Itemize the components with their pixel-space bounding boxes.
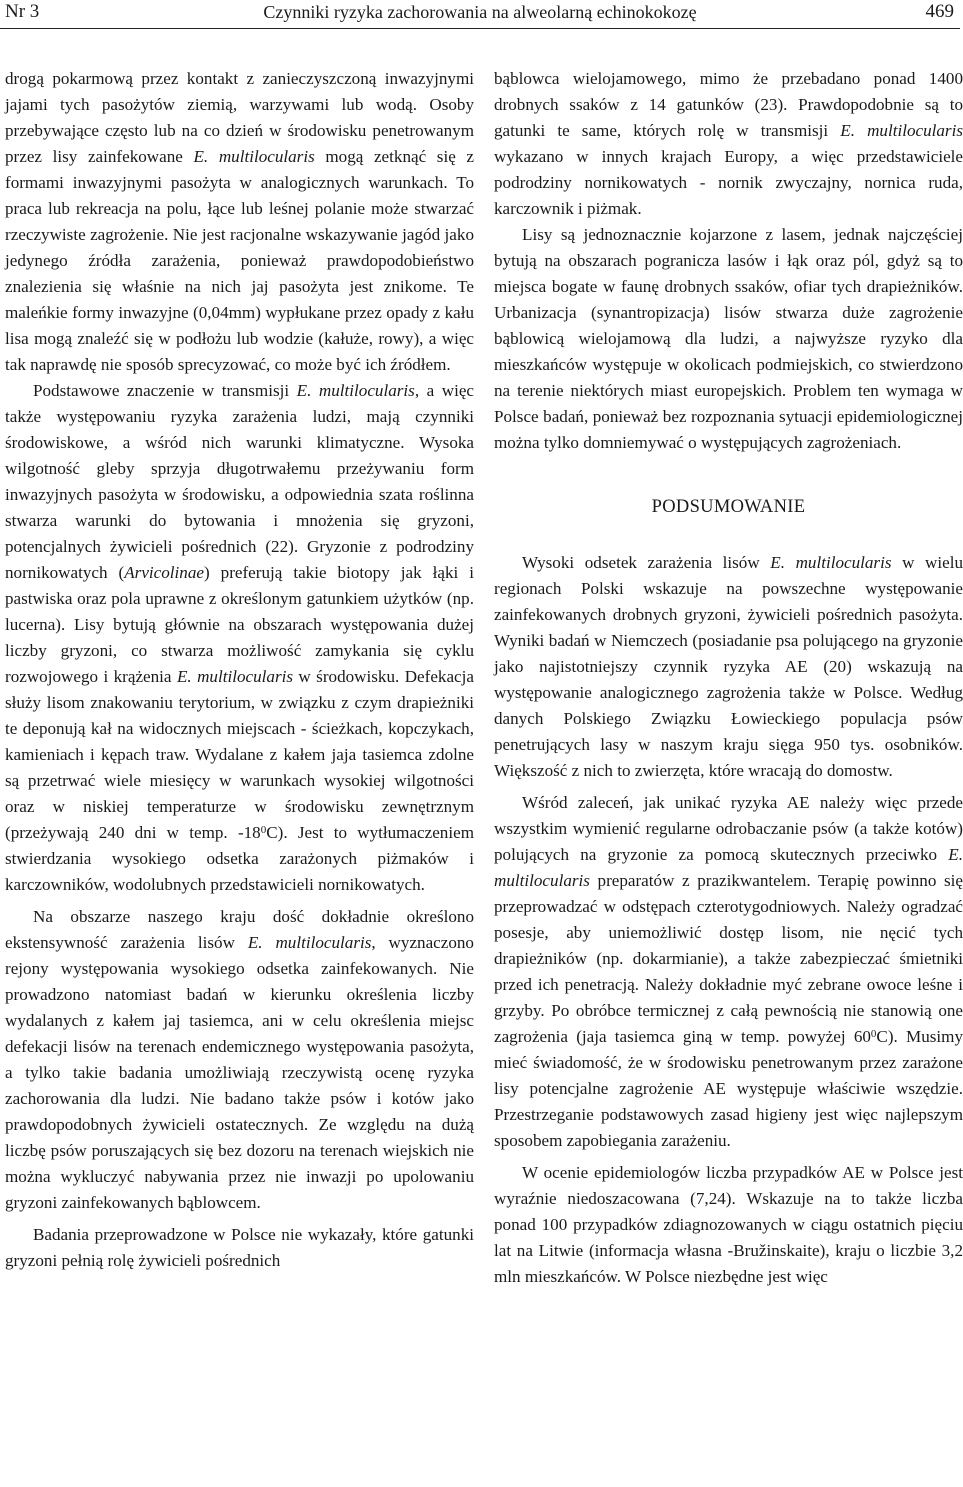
species-name: E. multilocularis bbox=[494, 845, 963, 890]
taxon-name: Arvicolinae bbox=[124, 563, 204, 582]
left-column bbox=[5, 66, 474, 1274]
paragraph bbox=[5, 904, 474, 1216]
species-name: E. multilocularis bbox=[770, 553, 892, 572]
text-run: bąblowca wielojamowego, mimo że przebadano ponad 1400 drobnych ssaków z 14 gatunków (23). Prawdopodobnie są to gatunki te same, których rolę w transmisji bbox=[494, 69, 963, 140]
issue-number: Nr 3 bbox=[5, 1, 40, 22]
section-heading: PODSUMOWANIE bbox=[651, 497, 806, 517]
running-header bbox=[0, 0, 960, 30]
text-run: C). Musimy mieć świadomość, że w środowisku penetrowanym przez zarażone lisy potencjalne zagrożenie AE występuje właściwie wszędzie. Przestrzeganie podstawowych zasad higieny jest więc najlepszym sposobem zapobiegania zarażeniu. bbox=[494, 1027, 963, 1150]
species-name: E. multilocularis bbox=[247, 933, 372, 952]
text-run: wykazano w innych krajach Europy, a więc przedstawiciele podrodziny nornikowatych - nornik zwyczajny, nornica ruda, karczownik i piżmak. bbox=[494, 147, 963, 218]
text-run: C). Jest to wytłumaczeniem stwierdzania wysokiego odsetka zarażonych piżmaków i karczowników, wodolubnych przedstawicieli nornikowatych. bbox=[5, 823, 474, 894]
paragraph: Badania przeprowadzone w Polsce nie wykazały, które gatunki gryzoni pełnią rolę żywicieli pośrednich bbox=[5, 1225, 474, 1270]
right-column bbox=[494, 66, 963, 1290]
text-run: Na obszarze naszego kraju dość dokładnie określono ekstensywność zarażenia lisów bbox=[5, 907, 474, 952]
species-name: E. multilocularis bbox=[176, 667, 293, 686]
text-run: preparatów z prazikwantelem. Terapię powinno się przeprowadzać w odstępach czterotygodniowych. Należy ogradzać posesje, aby uniemożliwić dostęp lisom, nie nęcić tych drapieżników (np. dokarmianie), a także zabezpieczać śmietniki przed ich penetracją. Należy dokładnie myć zebrane owoce leśne i grzyby. Po obróbce termicznej z całą pewnością nie stanowią one zagrożenia (jaja tasiemca giną w temp. powyżej 60 bbox=[494, 871, 963, 1046]
paragraph: W ocenie epidemiologów liczba przypadków AE w Polsce jest wyraźnie niedoszacowana (7,24). Wskazuje na to także liczba ponad 100 przypadków zdiagnozowanych w ciągu ostatnich pięciu lat na Litwie (informacja własna -Bružinskaite), kraju o liczbie 3,2 mln mieszkańców. W Polsce niezbędne jest więc bbox=[494, 1163, 963, 1286]
text-run: , wyznaczono rejony występowania wysokiego odsetka zainfekowanych. Nie prowadzono natomiast badań w kierunku określenia liczby wydalanych z kałem jaj tasiemca, ani w celu określenia miejsc defekacji lisów na terenach endemicznego występowania pasożyta, a tylko takie badania umożliwiają rzeczywistą ocenę ryzyka zachorowania dla ludzi. Nie badano także psów i kotów jako prawdopodobnych żywicieli ostatecznych. Ze względu na dużą liczbę psów poruszających się bez dozoru na terenach wiejskich nie można wykluczyć nabywania przez nie inwazji po upolowaniu gryzoni zainfekowanych bąblowcem. bbox=[5, 933, 474, 1212]
degree-superscript: 0 bbox=[870, 1028, 877, 1040]
page-number: 469 bbox=[925, 1, 954, 22]
text-run: mogą zetknąć się z formami inwazyjnymi pasożyta w analogicznych warunkach. To praca lub rekreacja na polu, łące lub leśnej polanie może stwarzać rzeczywiste zagrożenie. Nie jest racjonalne wskazywanie jagód jako jedynego źródła zarażenia, ponieważ prawdopodobieństwo znalezienia się właśnie na nich jaj pasożyta jest znikome. Te maleńkie formy inwazyjne (0,04mm) wypłukane przez opady z kału lisa mogą znaleźć się w podłożu lub wodzie (kałuże, rowy), a więc tak naprawdę nie sposób sprecyzować, co może być ich źródłem. bbox=[5, 147, 474, 374]
text-run: Wysoki odsetek zarażenia lisów bbox=[522, 553, 771, 572]
degree-superscript: 0 bbox=[260, 824, 267, 836]
paragraph bbox=[5, 66, 474, 378]
paragraph bbox=[494, 66, 963, 222]
paragraph bbox=[494, 550, 963, 784]
text-run: Podstawowe znaczenie w transmisji bbox=[33, 381, 297, 400]
paragraph: Lisy są jednoznacznie kojarzone z lasem, jednak najczęściej bytują na obszarach pogranicza lasów i łąk oraz pól, gdyż są to miejsca bogate w faunę drobnych ssaków, ofiar tych drapieżników. Urbanizacja (synantropizacja) lisów stwarza duże zagrożenie bąblowicą wielojamową dla ludzi, a najwyższe ryzyko dla mieszkańców występuje w okolicach podmiejskich, co stwierdzono na terenie niektórych miast europejskich. Problem ten wymaga w Polsce badań, ponieważ bez rozpoznania sytuacji epidemiologicznej można tylko domniemywać o występujących zagrożeniach. bbox=[494, 225, 963, 452]
text-run: w środowisku. Defekacja służy lisom znakowaniu terytorium, w związku z czym drapieżniki te deponują kał na widocznych miejscach - ścieżkach, kopczykach, kamieniach i kępach traw. Wydalane z kałem jaja tasiemca zdolne są przetrwać wiele miesięcy w warunkach wysokiej wilgotności oraz w niskiej temperaturze w środowisku zewnętrznym (przeżywają 240 dni w temp. -18 bbox=[5, 667, 474, 842]
header-rule bbox=[0, 28, 960, 29]
species-name: E. multilocularis bbox=[840, 121, 963, 140]
text-run: Wśród zaleceń, jak unikać ryzyka AE należy więc przede wszystkim wymienić regularne odrobaczanie psów (a także kotów) polujących na gryzonie za pomocą skutecznych przeciwko bbox=[494, 793, 963, 864]
text-run: , a więc także występowaniu ryzyka zarażenia ludzi, mają czynniki środowiskowe, a wśród nich warunki klimatyczne. Wysoka wilgotność gleby sprzyja długotrwałemu przeżywaniu form inwazyjnych pasożyta w środowisku, a odpowiednia szata roślinna stwarza warunki do bytowania i mnożenia się gryzoni, potencjalnych żywicieli pośrednich (22). Gryzonie z podrodziny nornikowatych ( bbox=[5, 381, 474, 582]
text-run: ) preferują takie biotopy jak łąki i pastwiska oraz pola uprawne z określonym gatunkiem użytków (np. lucerna). Lisy bytują głównie na obszarach występowania dużej liczby gryzoni, co stwarza możliwość zamykania się cyklu rozwojowego i krążenia bbox=[5, 563, 474, 686]
paragraph bbox=[494, 790, 963, 1154]
paragraph bbox=[5, 378, 474, 898]
text-run: w wielu regionach Polski wskazuje na powszechne występowanie zainfekowanych drobnych gryzoni, żywicieli pośrednich pasożyta. Wyniki badań w Niemczech (posiadanie psa polującego na gryzonie jako najistotniejszy czynnik ryzyka AE (20) wskazują na występowanie analogicznego zagrożenia także w Polsce. Według danych Polskiego Związku Łowieckiego populacja psów penetrujących lasy w naszym kraju sięga 950 tys. osobników. Większość z nich to zwierzęta, które wracają do domostw. bbox=[494, 553, 963, 780]
species-name: E. multilocularis bbox=[193, 147, 315, 166]
species-name: E. multilocularis bbox=[296, 381, 415, 400]
running-title: Czynniki ryzyka zachorowania na alweolarną echinokokozę bbox=[263, 2, 697, 22]
text-run: drogą pokarmową przez kontakt z zanieczyszczoną inwazyjnymi jajami tych pasożytów ziemią, warzywami lub wodą. Osoby przebywające często lub na co dzień w środowisku penetrowanym przez lisy zainfekowane bbox=[5, 69, 474, 166]
